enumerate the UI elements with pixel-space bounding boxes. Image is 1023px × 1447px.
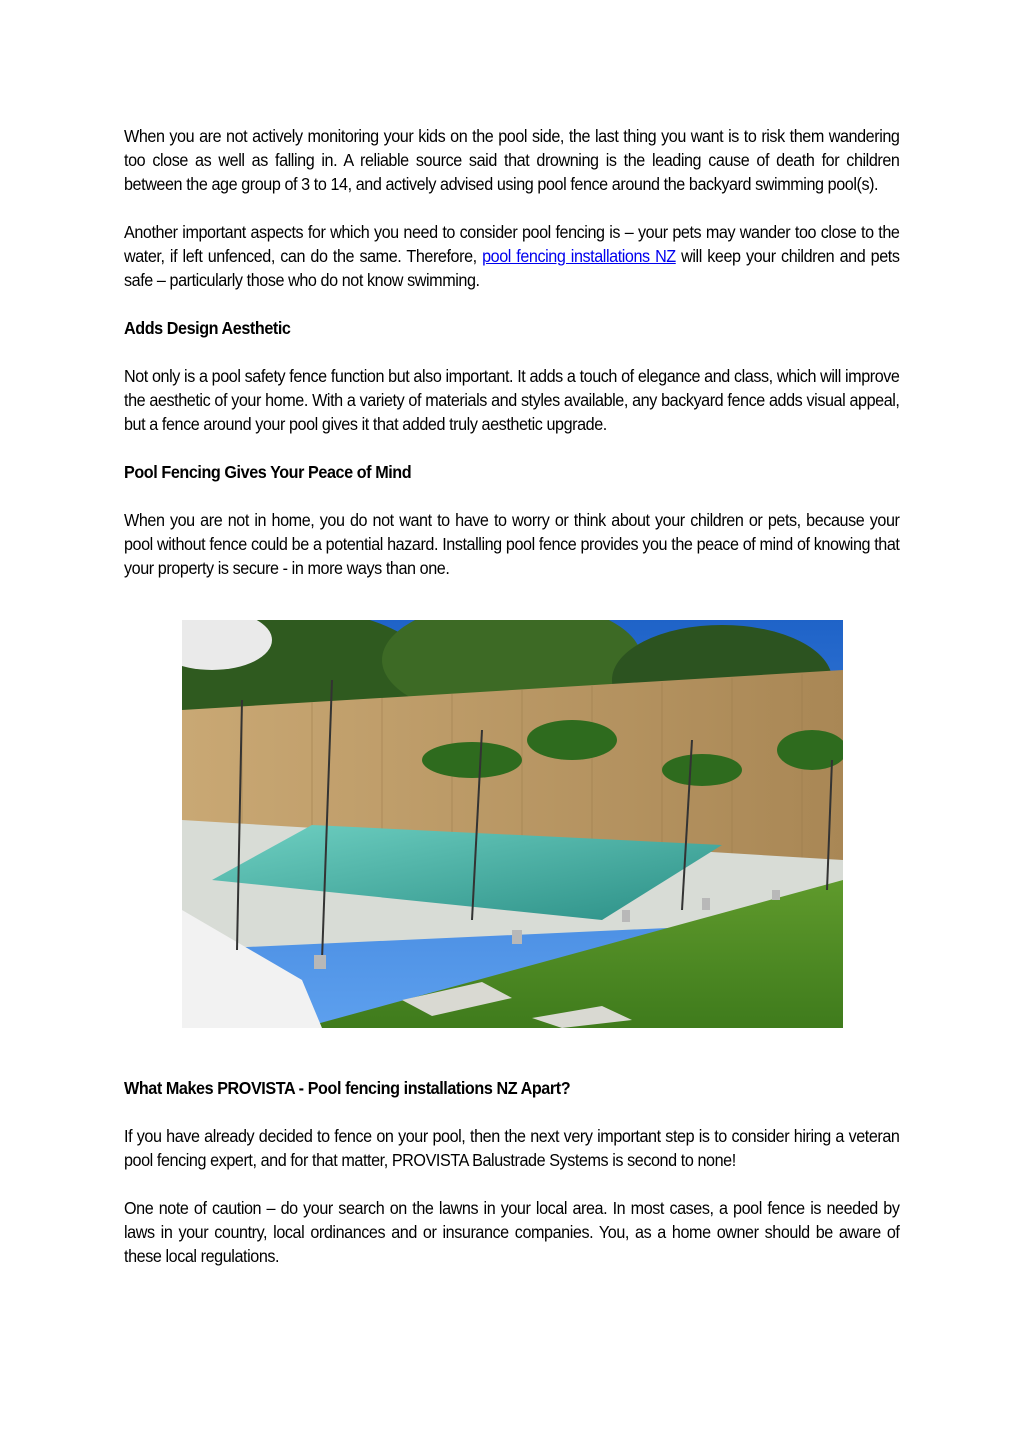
paragraph-pets-text-before: Another important aspects for which you need to consider pool fencing is – your pets may wander too close to the water, if left unfenced, can do the same. Therefore,	[124, 222, 900, 266]
paragraph-intro: When you are not actively monitoring your kids on the pool side, the last thing you want is to risk them wandering too close as well as falling in. A reliable source said that drowning is the leading cause of death for children between the age group of 3 to 14, and actively advised using pool fence around the backyard swimming pool(s).	[124, 126, 900, 194]
paragraph-design: Not only is a pool safety fence function but also important. It adds a touch of elegance and class, which will improve the aesthetic of your home. With a variety of materials and styles available, any backyard fence adds visual appeal, but a fence around your pool gives it that added truly aesthetic upgrade.	[124, 366, 900, 434]
heading-peace-of-mind: Pool Fencing Gives Your Peace of Mind	[124, 462, 412, 482]
paragraph-pets-text-after: will keep your children and pets safe – particularly those who do not know swimming.	[124, 246, 900, 290]
document-body-continued	[124, 1076, 899, 1292]
heading-design-aesthetic: Adds Design Aesthetic	[124, 318, 291, 338]
pool-fencing-link[interactable]: pool fencing installations NZ	[482, 246, 676, 266]
paragraph-peace: When you are not in home, you do not want to have to worry or think about your children or pets, because your pool without fence could be a potential hazard. Installing pool fence provides you the peace of mind of knowing that your property is secure - in more ways than one.	[124, 510, 900, 578]
paragraph-provista: If you have already decided to fence on your pool, then the next very important step is to consider hiring a veteran pool fencing expert, and for that matter, PROVISTA Balustrade Systems is second to none!	[124, 1126, 900, 1170]
paragraph-caution: One note of caution – do your search on the lawns in your local area. In most cases, a pool fence is needed by laws in your country, local ordinances and or insurance companies. You, as a home owner should be aware of these local regulations.	[124, 1198, 900, 1266]
heading-provista-apart: What Makes PROVISTA - Pool fencing installations NZ Apart?	[124, 1078, 571, 1098]
paragraph-pets	[124, 220, 900, 292]
pool-fence-photo	[182, 620, 843, 1028]
document-body	[124, 124, 899, 604]
